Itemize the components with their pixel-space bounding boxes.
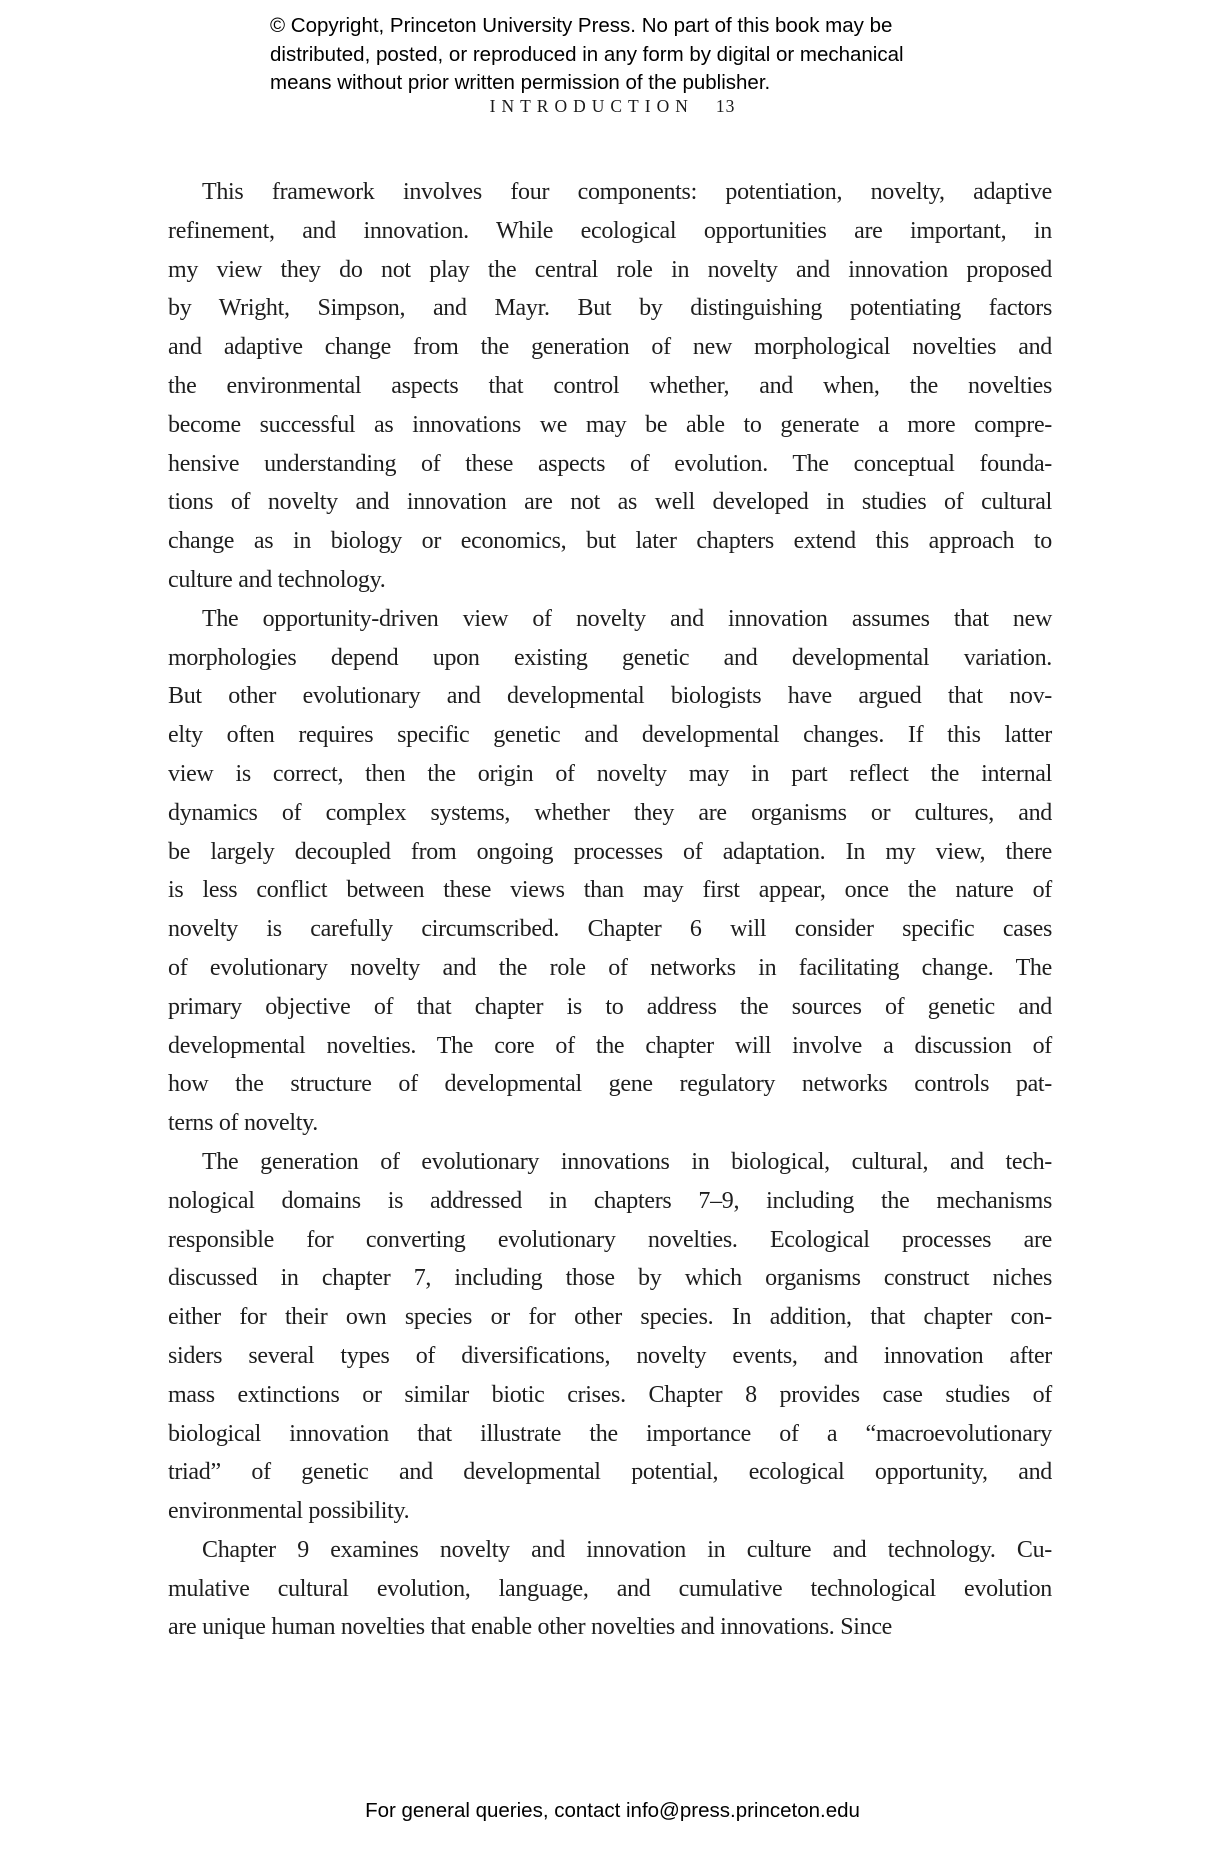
copyright-line: means without prior written permission of the publisher. (270, 71, 771, 94)
text-line: hensive understanding of these aspects of evolution. The conceptual founda- (168, 450, 1052, 477)
paragraph (168, 173, 1052, 600)
text-line: either for their own species or for other species. In addition, that chapter con- (168, 1304, 1052, 1331)
paragraph (168, 1143, 1052, 1531)
text-line: This framework involves four components: potentiation, novelty, adaptive (202, 179, 1052, 205)
text-line: be largely decoupled from ongoing processes of adaptation. In my view, there (168, 838, 1052, 865)
text-line: terns of novelty. (168, 1110, 318, 1137)
text-line: siders several types of diversifications, novelty events, and innovation after (168, 1342, 1052, 1369)
text-line: Chapter 9 examines novelty and innovation in culture and technology. Cu- (202, 1536, 1052, 1563)
text-line: how the structure of developmental gene regulatory networks controls pat- (168, 1071, 1052, 1098)
copyright-line: distributed, posted, or reproduced in any form by digital or mechanical (270, 42, 904, 66)
text-line: But other evolutionary and developmental biologists have argued that nov- (168, 683, 1052, 710)
body-text (168, 173, 1052, 1647)
text-line: my view they do not play the central role in novelty and innovation proposed (168, 256, 1052, 283)
text-line: primary objective of that chapter is to address the sources of genetic and (168, 993, 1052, 1020)
paragraph (168, 1531, 1052, 1647)
text-line: is less conflict between these views than may first appear, once the nature of (168, 877, 1052, 904)
text-line: The generation of evolutionary innovations in biological, cultural, and tech- (202, 1148, 1052, 1175)
text-line: novelty is carefully circumscribed. Chapter 6 will consider specific cases (168, 916, 1052, 943)
text-line: and adaptive change from the generation of new morphological novelties and (168, 334, 1052, 361)
text-line: The opportunity-driven view of novelty and innovation assumes that new (202, 605, 1052, 632)
paragraph (168, 600, 1052, 1143)
chapter-title: INTRODUCTION (489, 96, 694, 116)
text-line: mass extinctions or similar biotic crises. Chapter 8 provides case studies of (168, 1381, 1052, 1408)
page-number: 13 (715, 96, 736, 116)
text-line: are unique human novelties that enable other novelties and innovations. Since (168, 1614, 893, 1641)
text-line: discussed in chapter 7, including those by which organisms construct niches (168, 1265, 1052, 1292)
text-line: view is correct, then the origin of novelty may in part reflect the internal (168, 760, 1052, 787)
footer-contact: For general queries, contact info@press.princeton.edu (365, 1799, 860, 1822)
text-line: nological domains is addressed in chapters 7–9, including the mechanisms (168, 1187, 1052, 1214)
copyright-line: © Copyright, Princeton University Press. No part of this book may be (270, 14, 893, 37)
text-line: environmental possibility. (168, 1498, 410, 1525)
text-line: morphologies depend upon existing genetic and developmental variation. (168, 644, 1052, 671)
text-line: mulative cultural evolution, language, and cumulative technological evolution (168, 1575, 1052, 1602)
text-line: of evolutionary novelty and the role of networks in facilitating change. The (168, 954, 1052, 981)
text-line: developmental novelties. The core of the chapter will involve a discussion of (168, 1032, 1052, 1059)
text-line: the environmental aspects that control whether, and when, the novelties (168, 372, 1052, 399)
text-line: elty often requires specific genetic and developmental changes. If this latter (168, 722, 1052, 749)
running-head (0, 96, 1225, 117)
text-line: refinement, and innovation. While ecological opportunities are important, in (168, 217, 1052, 244)
text-line: change as in biology or economics, but later chapters extend this approach to (168, 528, 1052, 555)
text-line: culture and technology. (168, 566, 386, 593)
text-line: triad” of genetic and developmental potential, ecological opportunity, and (168, 1459, 1052, 1486)
text-line: tions of novelty and innovation are not as well developed in studies of cultural (168, 489, 1052, 516)
text-line: responsible for converting evolutionary novelties. Ecological processes are (168, 1226, 1052, 1253)
text-line: biological innovation that illustrate the importance of a “macroevolutionary (168, 1420, 1052, 1447)
text-line: dynamics of complex systems, whether they are organisms or cultures, and (168, 799, 1052, 826)
copyright-notice (270, 12, 904, 98)
text-line: by Wright, Simpson, and Mayr. But by distinguishing potentiating factors (168, 295, 1052, 322)
text-line: become successful as innovations we may be able to generate a more compre- (168, 411, 1052, 438)
